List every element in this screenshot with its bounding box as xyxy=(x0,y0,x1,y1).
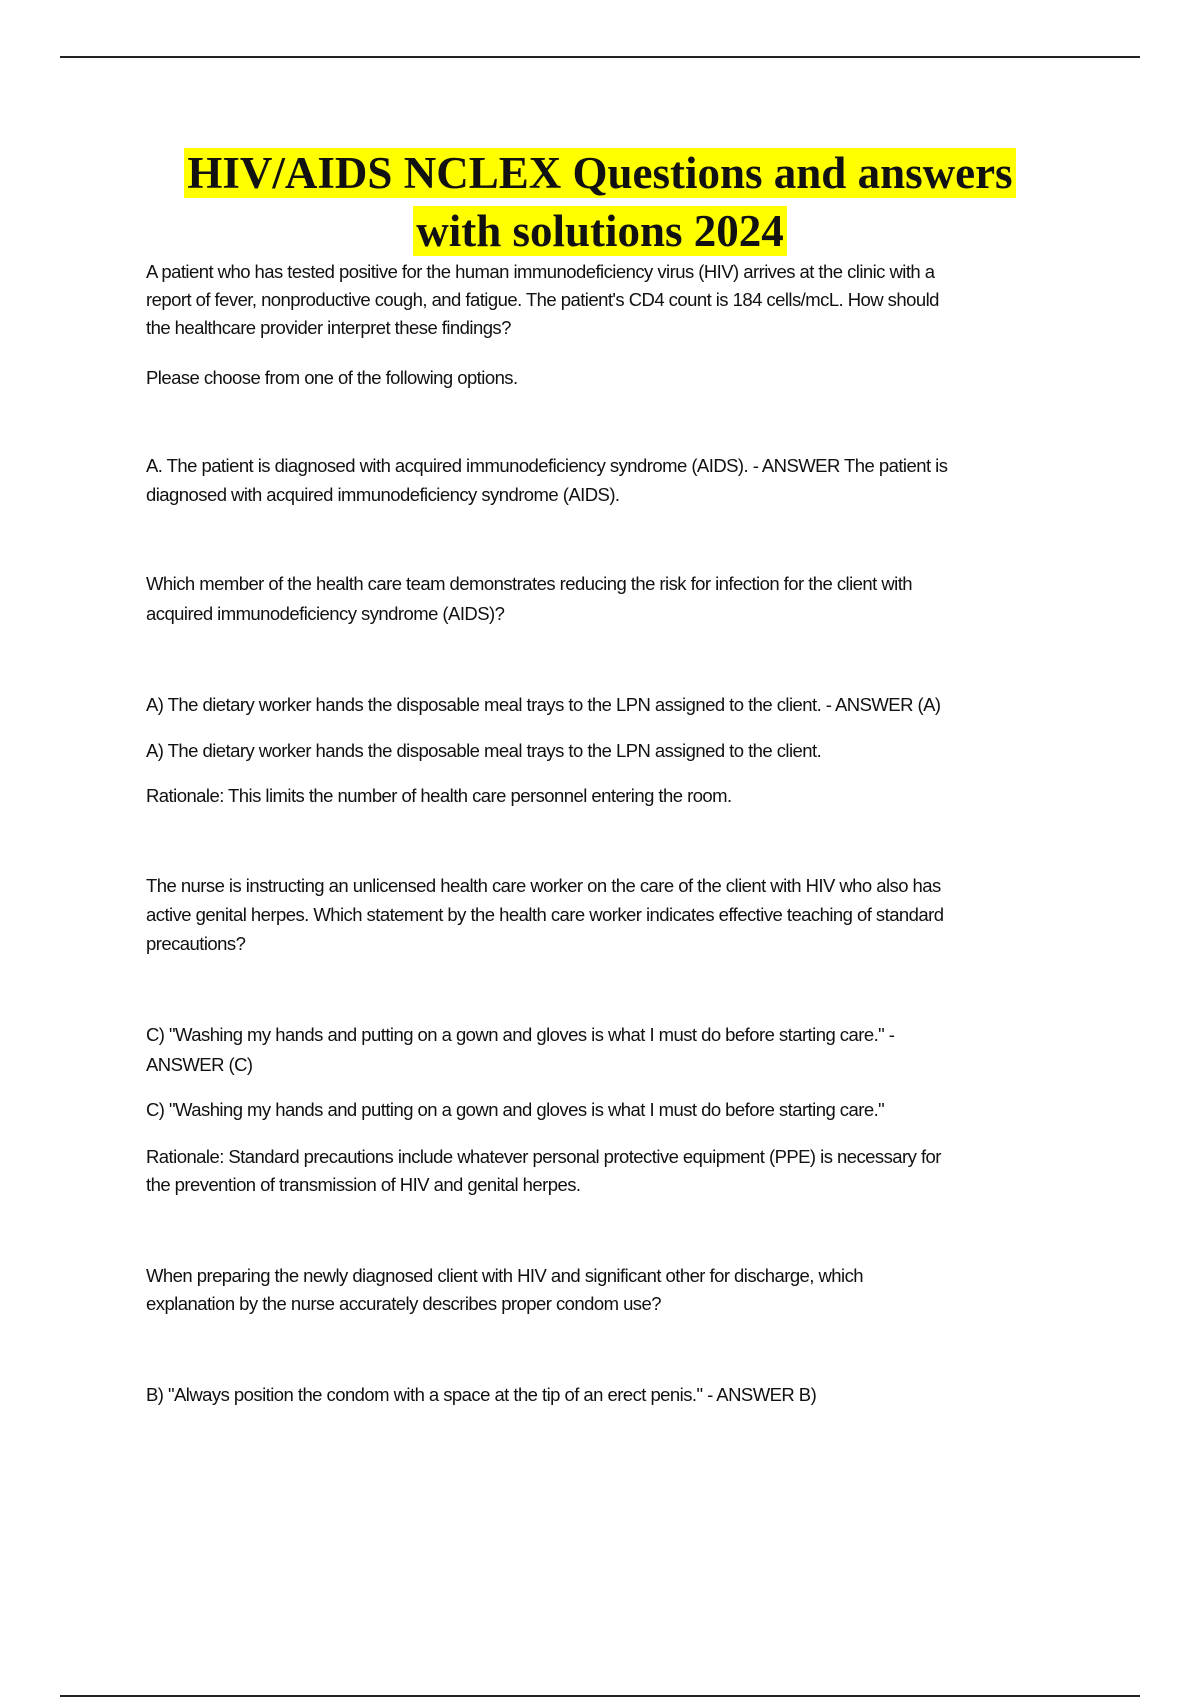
text-line: Which member of the health care team demonstrates reducing the risk for infection for the client with xyxy=(146,573,913,594)
text-line: the healthcare provider interpret these findings? xyxy=(146,317,511,338)
document-title xyxy=(0,145,1200,201)
text-line: the prevention of transmission of HIV and genital herpes. xyxy=(146,1174,581,1195)
top-rule xyxy=(60,56,1140,58)
text-line: The nurse is instructing an unlicensed health care worker on the care of the client with HIV who also has xyxy=(146,875,941,896)
bottom-rule xyxy=(60,1695,1140,1697)
text-line: A) The dietary worker hands the disposable meal trays to the LPN assigned to the client. xyxy=(146,740,822,761)
text-line: B) "Always position the condom with a space at the tip of an erect penis." - ANSWER B) xyxy=(146,1384,817,1405)
text-line: precautions? xyxy=(146,933,246,954)
document-title-2 xyxy=(0,203,1200,259)
title-line-2: with solutions 2024 xyxy=(413,206,787,256)
text-line: Please choose from one of the following options. xyxy=(146,367,518,388)
text-line: A. The patient is diagnosed with acquired immunodeficiency syndrome (AIDS). - ANSWER The patient is xyxy=(146,455,948,476)
text-line: report of fever, nonproductive cough, and fatigue. The patient's CD4 count is 184 cells/mcL. How should xyxy=(146,289,939,310)
text-line: A patient who has tested positive for the human immunodeficiency virus (HIV) arrives at the clinic with a xyxy=(146,261,935,282)
text-line: acquired immunodeficiency syndrome (AIDS)? xyxy=(146,603,505,624)
text-line: diagnosed with acquired immunodeficiency syndrome (AIDS). xyxy=(146,484,620,505)
text-line: A) The dietary worker hands the disposable meal trays to the LPN assigned to the client. - ANSWER (A) xyxy=(146,694,941,715)
text-line: ANSWER (C) xyxy=(146,1054,253,1075)
text-line: active genital herpes. Which statement by the health care worker indicates effective teaching of standard xyxy=(146,904,944,925)
text-line: explanation by the nurse accurately describes proper condom use? xyxy=(146,1293,661,1314)
text-line: Rationale: This limits the number of health care personnel entering the room. xyxy=(146,785,732,806)
title-line-1: HIV/AIDS NCLEX Questions and answers xyxy=(184,148,1015,198)
text-line: C) "Washing my hands and putting on a gown and gloves is what I must do before starting care." xyxy=(146,1099,885,1120)
text-line: Rationale: Standard precautions include whatever personal protective equipment (PPE) is necessary for xyxy=(146,1146,941,1167)
text-line: When preparing the newly diagnosed client with HIV and significant other for discharge, which xyxy=(146,1265,864,1286)
text-line: C) "Washing my hands and putting on a gown and gloves is what I must do before starting care." - xyxy=(146,1024,895,1045)
